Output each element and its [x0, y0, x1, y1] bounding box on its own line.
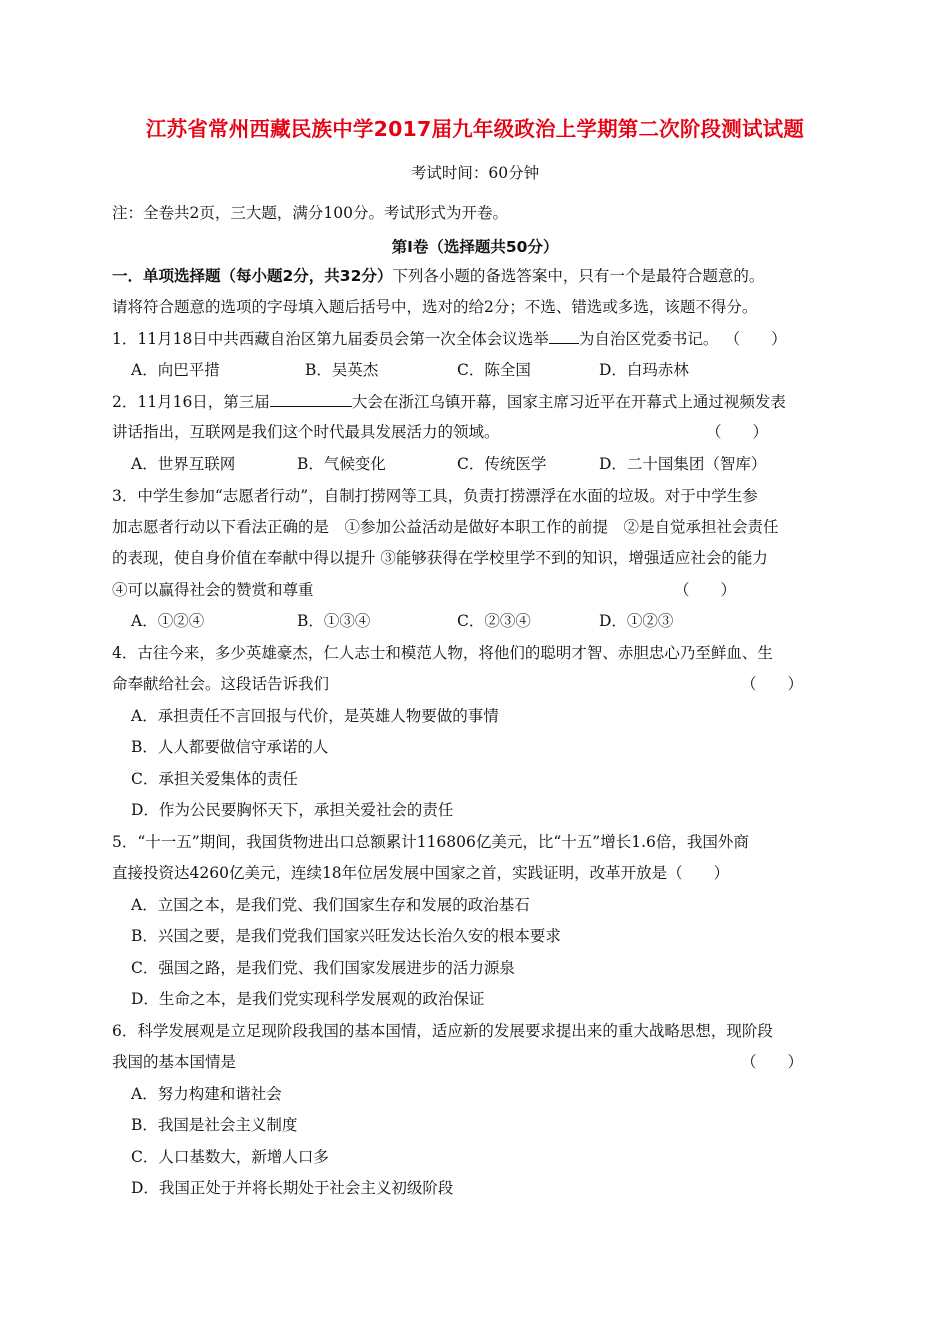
q5-option-c: C．强国之路，是我们党、我们国家发展进步的活力源泉	[131, 959, 515, 977]
q4-stem-line-2: 命奉献给社会。这段话告诉我们	[112, 675, 330, 693]
q6-stem-line-2: 我国的基本国情是	[112, 1053, 237, 1071]
q1-option-b: B．吴英杰	[305, 361, 379, 379]
q5-stem-line-1: 5．“十一五”期间，我国货物进出口总额累计116806亿美元，比“十五”增长1.6倍，我国外商	[112, 833, 749, 851]
q1-stem	[112, 328, 787, 349]
q1-option-c: C．陈全国	[457, 361, 531, 379]
q3-stem-line-4: ④可以赢得社会的赞赏和尊重	[112, 581, 314, 599]
instructions-line-1	[112, 266, 764, 286]
exam-note: 注：全卷共2页，三大题，满分100分。考试形式为开卷。	[112, 204, 508, 222]
instructions-line-2: 请将符合题意的选项的字母填入题后括号中，选对的给2分；不选、错选或多选，该题不得分。	[112, 298, 758, 316]
q2-answer-blank	[270, 391, 352, 407]
q2-option-d: D．二十国集团（智库）	[599, 455, 767, 473]
exam-time: 考试时间：60分钟	[410, 164, 540, 182]
q2-option-a: A．世界互联网	[131, 455, 236, 473]
q4-option-b: B．人人都要做信守承诺的人	[131, 738, 329, 756]
q1-stem-part-b: 为自治区党委书记。	[578, 330, 719, 348]
q3-stem-line-1: 3．中学生参加“志愿者行动”，自制打捞网等工具，负责打捞漂浮在水面的垃圾。对于中学生参	[112, 487, 758, 505]
q3-option-d: D．①②③	[599, 612, 674, 630]
q1-answer-paren: （ ）	[732, 330, 787, 348]
q4-option-a: A．承担责任不言回报与代价，是英雄人物要做的事情	[131, 707, 499, 725]
q3-answer-paren: （ ）	[674, 581, 737, 599]
q6-option-a: A．努力构建和谐社会	[131, 1085, 282, 1103]
q5-option-a: A．立国之本，是我们党、我们国家生存和发展的政治基石	[131, 896, 530, 914]
q1-stem-part-a: 1．11月18日中共西藏自治区第九届委员会第一次全体会议选举	[112, 330, 549, 348]
q2-option-b: B．气候变化	[297, 455, 386, 473]
q2-stem-part-a: 2．11月16日，第三届	[112, 393, 270, 411]
q5-option-d: D．生命之本，是我们党实现科学发展观的政治保证	[131, 990, 485, 1008]
q6-option-c: C．人口基数大，新增人口多	[131, 1148, 329, 1166]
q2-stem-line-2: 讲话指出，互联网是我们这个时代最具发展活力的领域。	[112, 423, 500, 441]
q4-option-d: D．作为公民要胸怀天下，承担关爱社会的责任	[131, 801, 454, 819]
q3-option-c: C．②③④	[457, 612, 531, 630]
q4-stem-line-1: 4．古往今来，多少英雄豪杰，仁人志士和模范人物，将他们的聪明才智、赤胆忠心乃至鲜血、生	[112, 644, 773, 662]
q1-option-d: D．白玛赤林	[599, 361, 689, 379]
q6-option-d: D．我国正处于并将长期处于社会主义初级阶段	[131, 1179, 454, 1197]
section-title: 第Ⅰ卷（选择题共50分）	[391, 238, 559, 256]
q3-option-b: B．①③④	[297, 612, 371, 630]
q2-stem-part-b: 大会在浙江乌镇开幕，国家主席习近平在开幕式上通过视频发表	[351, 393, 786, 411]
q1-option-a: A．向巴平措	[131, 361, 220, 379]
q6-stem-line-1: 6．科学发展观是立足现阶段我国的基本国情，适应新的发展要求提出来的重大战略思想，现阶段	[112, 1022, 773, 1040]
q4-answer-paren: （ ）	[741, 675, 804, 693]
q3-stem-line-3: 的表现，使自身价值在奉献中得以提升 ③能够获得在学校里学不到的知识，增强适应社会的能力	[112, 549, 768, 567]
q1-answer-blank	[549, 328, 579, 344]
instructions-text-1: 下列各小题的备选答案中，只有一个是最符合题意的。	[392, 267, 765, 285]
q6-answer-paren: （ ）	[741, 1053, 804, 1071]
q5-option-b: B．兴国之要，是我们党我们国家兴旺发达长治久安的根本要求	[131, 927, 561, 945]
q2-stem-line-1	[112, 391, 786, 412]
document-title: 江苏省常州西藏民族中学2017届九年级政治上学期第二次阶段测试试题	[145, 117, 805, 141]
q3-option-a: A．①②④	[131, 612, 205, 630]
q2-option-c: C．传统医学	[457, 455, 547, 473]
q4-option-c: C．承担关爱集体的责任	[131, 770, 298, 788]
q2-answer-paren: （ ）	[706, 423, 769, 441]
q3-stem-line-2: 加志愿者行动以下看法正确的是 ①参加公益活动是做好本职工作的前提 ②是自觉承担社会责任	[112, 518, 779, 536]
q5-stem-line-2: 直接投资达4260亿美元，连续18年位居发展中国家之首，实践证明，改革开放是（ ）	[112, 864, 730, 882]
instructions-heading: 一．单项选择题（每小题2分，共32分）	[112, 267, 393, 285]
q6-option-b: B．我国是社会主义制度	[131, 1116, 298, 1134]
